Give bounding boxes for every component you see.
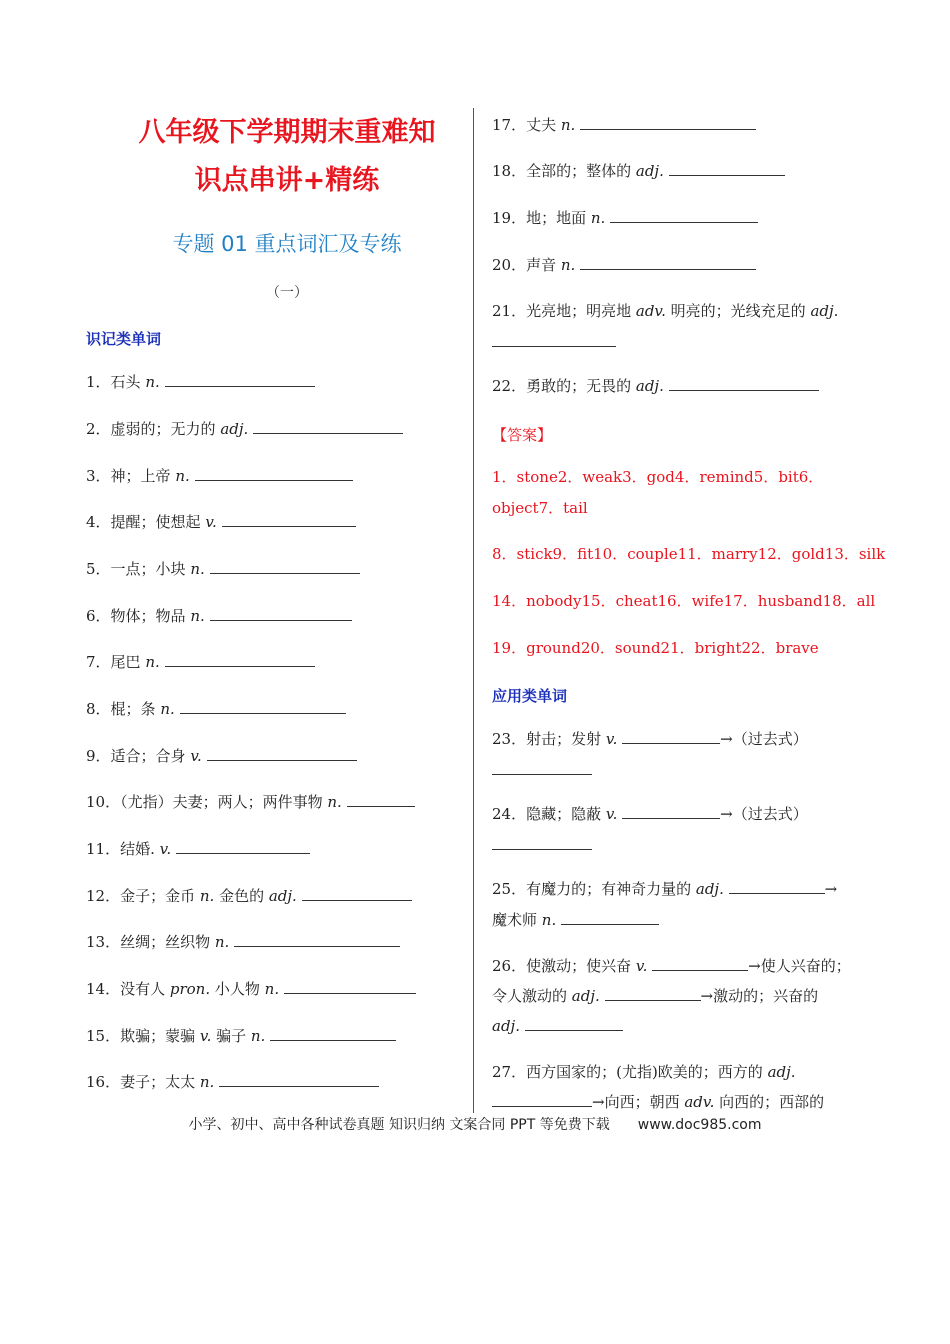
answer-blank[interactable]: [207, 744, 357, 761]
question-number: 7．: [86, 653, 111, 671]
pos-label: adj.: [492, 1017, 520, 1035]
question-26-line3: [492, 1011, 623, 1041]
answer-blank[interactable]: [525, 1014, 623, 1031]
pos-label: adv.: [684, 1093, 715, 1111]
vocab-item: [86, 554, 360, 584]
pos-label: n.: [190, 560, 205, 578]
pos-label: n.: [264, 980, 280, 998]
question-number: 12．: [86, 887, 121, 905]
question-text: 丝绸；丝织物: [120, 933, 215, 951]
footer-text: 小学、初中、高中各种试卷真题 知识归纳 文案合同 PPT 等免费下载: [188, 1117, 610, 1133]
pos-label: n.: [560, 256, 576, 274]
vocab-item: [86, 367, 315, 397]
question-23-line2: [492, 755, 592, 785]
question-number: 22．: [492, 377, 527, 395]
transform-hint: →激动的；兴奋的: [700, 987, 819, 1005]
pos-label: adj.: [767, 1063, 796, 1081]
vocab-item: [86, 974, 416, 1004]
question-number: 9．: [86, 747, 111, 765]
column-divider: [473, 108, 474, 1113]
question-number: 17．: [492, 116, 527, 134]
question-text: 射击；发射: [526, 730, 606, 748]
answer-blank[interactable]: [253, 417, 403, 434]
vocab-item: [86, 461, 353, 491]
question-number: 14．: [86, 980, 121, 998]
vocab-item: [86, 414, 403, 444]
answer-blank[interactable]: [180, 697, 346, 714]
question-text: 小人物: [210, 980, 265, 998]
answer-blank[interactable]: [622, 802, 720, 819]
answer-line: 1．stone2．weak3．god4．remind5．bit6．: [492, 468, 824, 486]
question-text: 一点；小块: [110, 560, 191, 578]
question-number: 8．: [86, 700, 111, 718]
answer-blank[interactable]: [195, 464, 353, 481]
question-text: 丈夫: [526, 116, 561, 134]
topic-subtitle: 专题 01 重点词汇及专练: [172, 232, 402, 256]
pos-label: v.: [190, 747, 202, 765]
question-27: [492, 1057, 796, 1087]
answer-blank[interactable]: [492, 833, 592, 850]
question-text: 没有人: [120, 980, 170, 998]
answer-blank[interactable]: [492, 330, 616, 347]
vocab-item: [492, 250, 756, 280]
document-title-line2: 识点串讲+精练: [194, 165, 380, 196]
answer-blank[interactable]: [580, 113, 756, 130]
question-text: 声音: [526, 256, 561, 274]
pos-label: n.: [199, 1073, 215, 1091]
vocab-item: [86, 741, 357, 771]
question-text: 神；上帝: [110, 467, 176, 485]
question-text: 光亮地；明亮地: [526, 302, 636, 320]
question-text: 棍；条: [110, 700, 161, 718]
answer-blank[interactable]: [729, 877, 825, 894]
question-number: 20．: [492, 256, 527, 274]
answer-blank[interactable]: [165, 650, 315, 667]
answer-heading: 【答案】: [492, 426, 553, 444]
question-text: 魔术师: [492, 911, 542, 929]
pos-label: pron.: [169, 980, 211, 998]
question-text: 西方国家的；(尤指)欧美的；西方的: [526, 1063, 768, 1081]
answer-blank[interactable]: [580, 253, 756, 270]
question-number: 23．: [492, 730, 527, 748]
document-title-line1: 八年级下学期期末重难知: [138, 117, 436, 148]
vocab-item: [86, 1067, 379, 1097]
answer-blank[interactable]: [284, 977, 416, 994]
vocab-item: [86, 601, 352, 631]
question-text: 地；地面: [526, 209, 591, 227]
pos-label: n.: [190, 607, 205, 625]
transform-hint: →向西；朝西: [592, 1093, 685, 1111]
vocab-item: [86, 787, 415, 817]
question-number: 1．: [86, 373, 111, 391]
part-label: （一）: [266, 285, 308, 301]
question-26: [492, 951, 851, 981]
question-number: 19．: [492, 209, 527, 227]
question-number: 13．: [86, 933, 121, 951]
question-number: 6．: [86, 607, 111, 625]
question-text: 金子；金币: [120, 887, 200, 905]
vocab-item: [86, 881, 412, 911]
question-number: 21．: [492, 302, 527, 320]
section-heading-recall: 识记类单词: [86, 330, 162, 348]
answer-blank[interactable]: [652, 954, 748, 971]
vocab-item: [86, 694, 346, 724]
vocab-item: [492, 156, 785, 186]
question-text: 石头: [110, 373, 146, 391]
pos-label: adj.: [220, 420, 249, 438]
vocab-item: [492, 110, 756, 140]
question-number: 26．: [492, 957, 527, 975]
question-text: 提醒；使想起: [110, 513, 206, 531]
answer-blank[interactable]: [492, 758, 592, 775]
question-text: 有魔力的；有神奇力量的: [526, 880, 696, 898]
question-number: 5．: [86, 560, 111, 578]
pos-label: n.: [560, 116, 576, 134]
question-number: 27．: [492, 1063, 527, 1081]
question-text: （尤指）夫妻；两人；两件事物: [120, 793, 328, 811]
question-number: 24．: [492, 805, 527, 823]
vocab-item: [86, 507, 356, 537]
question-number: 25．: [492, 880, 527, 898]
question-text: 向西的；西部的: [714, 1093, 825, 1111]
question-text: 隐藏；隐蔽: [526, 805, 606, 823]
question-text: 结婚.: [120, 840, 160, 858]
question-text: 物体；物品: [110, 607, 191, 625]
pos-label: n.: [250, 1027, 266, 1045]
question-24: [492, 799, 808, 829]
pos-label: v.: [205, 513, 217, 531]
pos-label: n.: [541, 911, 557, 929]
question-text: 欺骗；蒙骗: [120, 1027, 200, 1045]
vocab-item: [86, 927, 400, 957]
answer-blank[interactable]: [302, 884, 412, 901]
vocab-item: [492, 296, 838, 326]
answer-blank[interactable]: [622, 727, 720, 744]
question-text: 明亮的；光线充足的: [665, 302, 811, 320]
question-number: 2．: [86, 420, 111, 438]
question-number: 3．: [86, 467, 111, 485]
question-25-line2: [492, 905, 659, 935]
pos-label: v.: [605, 805, 618, 823]
pos-label: adj.: [810, 302, 839, 320]
question-text: 妻子；太太: [120, 1073, 200, 1091]
pos-label: n.: [214, 933, 230, 951]
pos-label: v.: [159, 840, 172, 858]
question-23: [492, 724, 808, 754]
pos-label: adj.: [571, 987, 600, 1005]
transform-hint: →使人兴奋的；: [748, 957, 851, 975]
answer-blank[interactable]: [234, 930, 400, 947]
answer-blank[interactable]: [669, 159, 785, 176]
answer-line: object7．tail: [492, 499, 588, 517]
question-26-line2: [492, 981, 818, 1011]
pos-label: adj.: [695, 880, 724, 898]
answer-blank[interactable]: [222, 510, 356, 527]
answer-blank[interactable]: [210, 604, 352, 621]
question-text: 勇敢的；无畏的: [526, 377, 636, 395]
vocab-item: [86, 1021, 396, 1051]
pos-label: n.: [145, 653, 160, 671]
page-footer: [0, 1114, 950, 1134]
question-text: 使激动；使兴奋: [526, 957, 636, 975]
footer-url[interactable]: www.doc985.com: [637, 1117, 762, 1133]
pos-label: adj.: [268, 887, 297, 905]
question-text: 全部的；整体的: [526, 162, 636, 180]
transform-hint: →: [824, 880, 838, 898]
answer-blank[interactable]: [561, 908, 659, 925]
answer-blank[interactable]: [219, 1070, 379, 1087]
question-number: 11．: [86, 840, 121, 858]
pos-label: v.: [605, 730, 618, 748]
answer-blank[interactable]: [610, 206, 758, 223]
pos-label: v.: [199, 1027, 212, 1045]
vocab-item: [492, 371, 819, 401]
question-text: 令人激动的: [492, 987, 572, 1005]
question-27-line2: [492, 1087, 824, 1117]
pos-label: n.: [145, 373, 160, 391]
pos-label: adj.: [635, 162, 664, 180]
pos-label: n.: [160, 700, 175, 718]
answer-blank[interactable]: [165, 370, 315, 387]
question-number: 10．: [86, 793, 121, 811]
vocab-item: [492, 203, 758, 233]
vocab-item-line2: [492, 327, 616, 357]
question-text: 尾巴: [110, 653, 146, 671]
question-text: 骗子: [211, 1027, 251, 1045]
answer-line: 14．nobody15．cheat16．wife17．husband18．all: [492, 592, 876, 610]
answer-blank[interactable]: [210, 557, 360, 574]
pos-label: n.: [590, 209, 606, 227]
section-heading-apply: 应用类单词: [492, 687, 568, 705]
pos-label: adv.: [635, 302, 666, 320]
answer-blank[interactable]: [347, 790, 415, 807]
transform-hint: →（过去式）: [720, 730, 808, 748]
vocab-item: [86, 834, 310, 864]
pos-label: n.: [199, 887, 215, 905]
question-number: 16．: [86, 1073, 121, 1091]
pos-label: v.: [635, 957, 648, 975]
pos-label: n.: [327, 793, 342, 811]
answer-blank[interactable]: [605, 984, 701, 1001]
answer-line: 19．ground20．sound21．bright22．brave: [492, 639, 819, 657]
question-25: [492, 874, 837, 904]
pos-label: n.: [175, 467, 190, 485]
question-24-line2: [492, 830, 592, 860]
question-text: 适合；合身: [110, 747, 191, 765]
transform-hint: →（过去式）: [720, 805, 808, 823]
answer-blank[interactable]: [669, 374, 819, 391]
answer-blank[interactable]: [492, 1090, 592, 1107]
vocab-item: [86, 647, 315, 677]
question-number: 4．: [86, 513, 111, 531]
question-text: 虚弱的；无力的: [110, 420, 221, 438]
answer-blank[interactable]: [270, 1024, 396, 1041]
pos-label: adj.: [635, 377, 664, 395]
question-number: 18．: [492, 162, 527, 180]
answer-line: 8．stick9．fit10．couple11．marry12．gold13．silk: [492, 545, 886, 563]
question-text: 金色的: [214, 887, 269, 905]
question-number: 15．: [86, 1027, 121, 1045]
answer-blank[interactable]: [176, 837, 310, 854]
